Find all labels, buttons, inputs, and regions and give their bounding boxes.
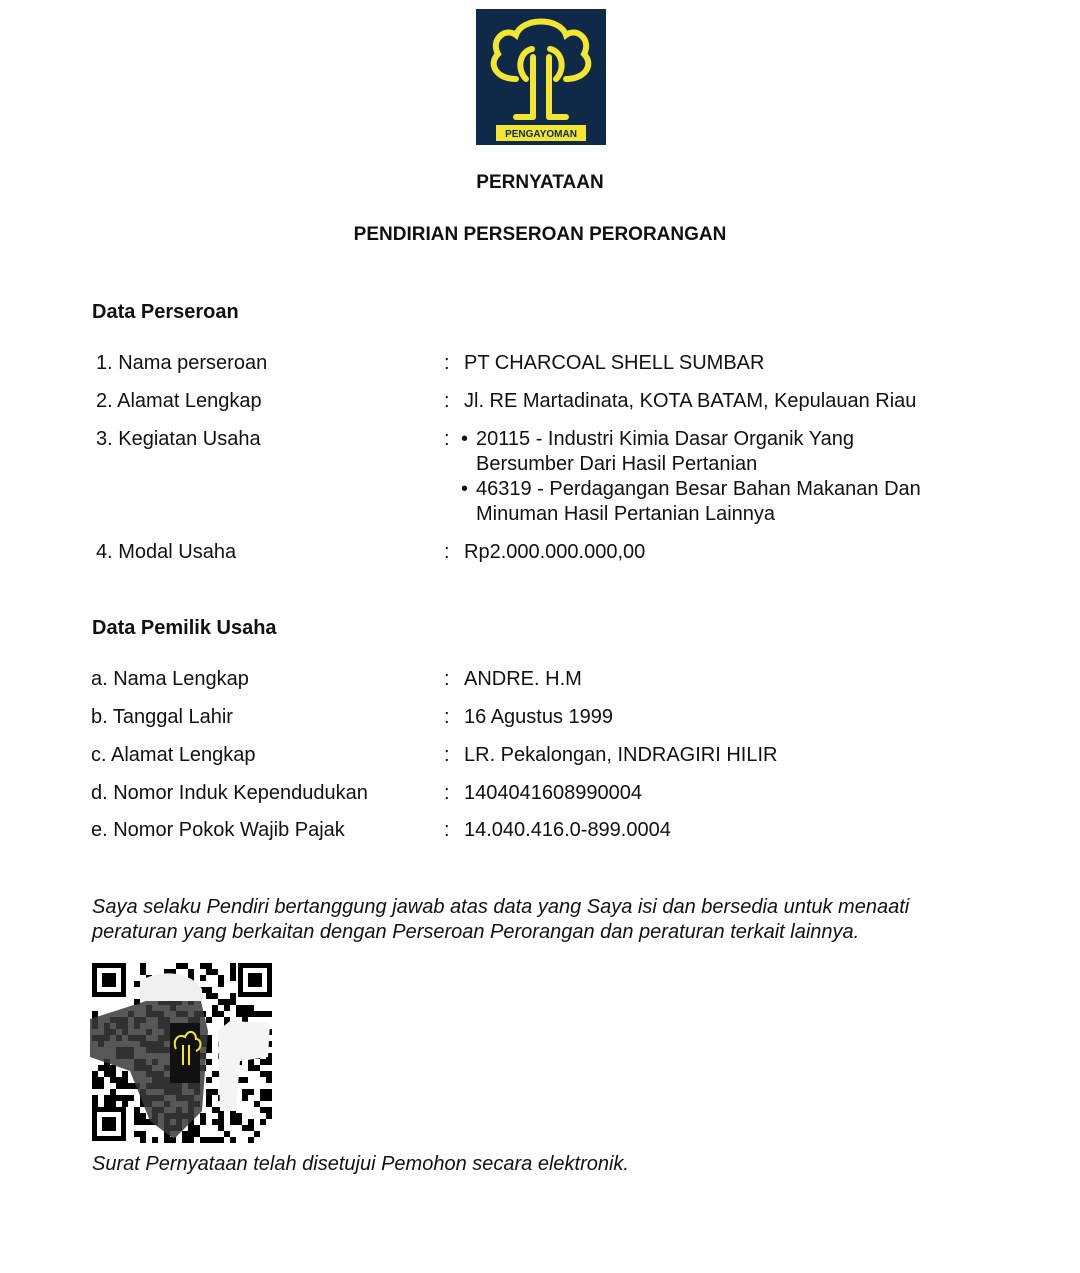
- field-colon: :: [444, 541, 450, 563]
- logo-text: PENGAYOMAN: [505, 129, 577, 140]
- field-value: LR. Pekalongan, INDRAGIRI HILIR: [464, 744, 778, 766]
- field-label: d. Nomor Induk Kependudukan: [91, 782, 368, 804]
- field-colon: :: [444, 744, 450, 766]
- field-row-business-activity: [0, 427, 1080, 532]
- pengayoman-logo: [476, 9, 606, 145]
- statement-text: Saya selaku Pendiri bertanggung jawab atas data yang Saya isi dan bersedia untuk menaati peraturan yang berkaitan dengan Perseroan Perorangan dan peraturan terkait lainnya.: [92, 896, 910, 943]
- field-colon: :: [444, 668, 450, 690]
- field-value: PT CHARCOAL SHELL SUMBAR: [464, 352, 765, 374]
- qr-code-icon: [90, 961, 274, 1143]
- field-value: Rp2.000.000.000,00: [464, 541, 646, 563]
- footer-text: Surat Pernyataan telah disetujui Pemohon secara elektronik.: [92, 1153, 629, 1175]
- list-item: • 46319 - Perdagangan Besar Bahan Makanan Dan Minuman Hasil Pertanian Lainnya: [461, 477, 981, 527]
- field-label: c. Alamat Lengkap: [91, 744, 256, 766]
- field-value: 1404041608990004: [464, 782, 642, 804]
- field-value: Jl. RE Martadinata, KOTA BATAM, Kepulauan Riau: [464, 390, 917, 412]
- field-label: b. Tanggal Lahir: [91, 706, 233, 728]
- business-activity-list: [461, 427, 981, 527]
- field-colon: :: [444, 390, 450, 412]
- list-item: • 20115 - Industri Kimia Dasar Organik Yang Bersumber Dari Hasil Pertanian: [461, 427, 981, 477]
- qr-code: [90, 961, 274, 1143]
- field-colon: :: [444, 706, 450, 728]
- field-label: 4. Modal Usaha: [96, 541, 237, 563]
- document-title: PERNYATAAN: [476, 172, 604, 193]
- field-value: 14.040.416.0-899.0004: [464, 819, 671, 841]
- field-colon: :: [444, 352, 450, 374]
- field-label: a. Nama Lengkap: [91, 668, 249, 690]
- field-label: 2. Alamat Lengkap: [96, 390, 262, 412]
- field-value: ANDRE. H.M: [464, 668, 582, 690]
- field-colon: :: [444, 428, 450, 450]
- company-section-heading: Data Perseroan: [92, 301, 239, 323]
- field-value: 16 Agustus 1999: [464, 706, 614, 728]
- owner-section-heading: Data Pemilik Usaha: [92, 617, 277, 639]
- field-colon: :: [444, 782, 450, 804]
- pengayoman-emblem-icon: [476, 9, 606, 145]
- document-subtitle: PENDIRIAN PERSEROAN PERORANGAN: [353, 224, 727, 245]
- field-colon: :: [444, 819, 450, 841]
- field-label: 3. Kegiatan Usaha: [96, 428, 261, 450]
- field-label: 1. Nama perseroan: [96, 352, 268, 374]
- field-label: e. Nomor Pokok Wajib Pajak: [91, 819, 345, 841]
